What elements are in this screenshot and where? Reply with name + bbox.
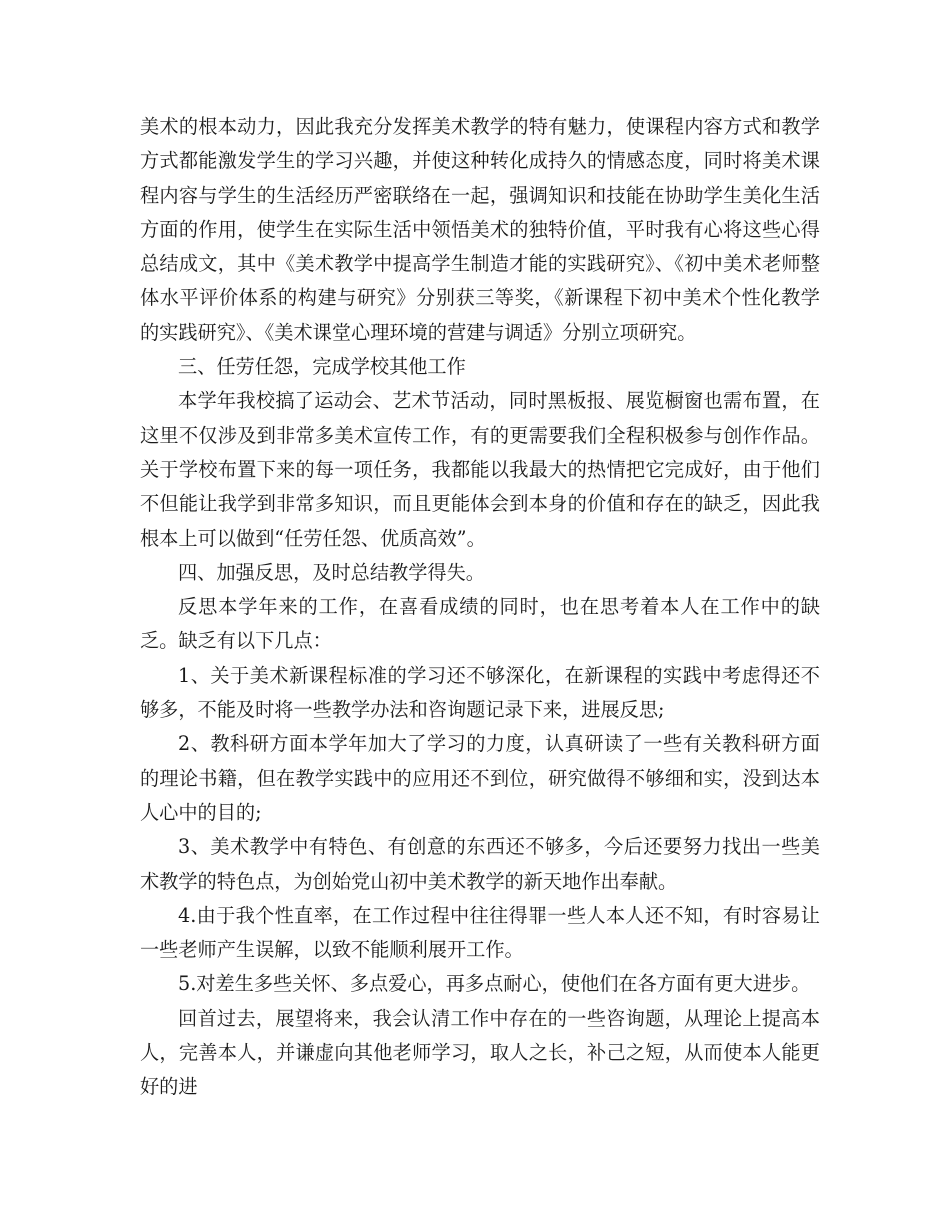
list-item-2: 2、教科研方面本学年加大了学习的力度，认真研读了一些有关教科研方面的理论书籍，但在教学实践中的应用还不到位，研究做得不够细和实，没到达本人心中的目的; (140, 732, 820, 824)
section-heading-3: 三、任劳任怨，完成学校其他工作 (178, 355, 466, 379)
list-item-5: 5.对差生多些关怀、多点爱心，再多点耐心，使他们在各方面有更大进步。 (178, 972, 811, 996)
paragraph-continued: 美术的根本动力，因此我充分发挥美术教学的特有魅力，使课程内容方式和教学方式都能激发学生的学习兴趣，并使这种转化成持久的情感态度，同时将美术课程内容与学生的生活经历严密联络在一起，强调知识和技能在协助学生美化生活方面的作用，使学生在实际生活中领悟美术的独特价值，平时我有心将这些心得总结成文，其中《美术教学中提高学生制造才能的实践研究》、《初中美术老师整体水平评价体系的构建与研究》分别获三等奖，《新课程下初中美术个性化教学的实践研究》、《美术课堂心理环境的营建与调适》分别立项研究。 (140, 115, 820, 344)
document-body (140, 110, 820, 1105)
section-heading-4: 四、加强反思，及时总结教学得失。 (178, 560, 485, 584)
paragraph-closing: 回首过去，展望将来，我会认清工作中存在的一些咨询题，从理论上提高本人，完善本人，并谦虚向其他老师学习，取人之长，补己之短，从而使本人能更好的进 (140, 1006, 820, 1099)
list-item-1: 1、关于美术新课程标准的学习还不够深化，在新课程的实践中考虑得还不够多，不能及时将一些教学办法和咨询题记录下来，进展反思; (140, 663, 820, 722)
paragraph: 反思本学年来的工作，在喜看成绩的同时，也在思考着本人在工作中的缺乏。缺乏有以下几点： (140, 595, 820, 653)
paragraph: 本学年我校搞了运动会、艺术节活动，同时黑板报、展览橱窗也需布置，在这里不仅涉及到非常多美术宣传工作，有的更需要我们全程积极参与创作作品。关于学校布置下来的每一项任务，我都能以我最大的热情把它完成好，由于他们不但能让我学到非常多知识，而且更能体会到本身的价值和存在的缺乏，因此我根本上可以做到“任劳任怨、优质高效”。 (140, 389, 820, 550)
list-item-4: 4.由于我个性直率，在工作过程中往往得罪一些人本人还不知，有时容易让一些老师产生误解，以致不能顺利展开工作。 (140, 903, 820, 962)
list-item-3: 3、美术教学中有特色、有创意的东西还不够多，今后还要努力找出一些美术教学的特色点，为创始党山初中美术教学的新天地作出奉献。 (140, 835, 820, 893)
